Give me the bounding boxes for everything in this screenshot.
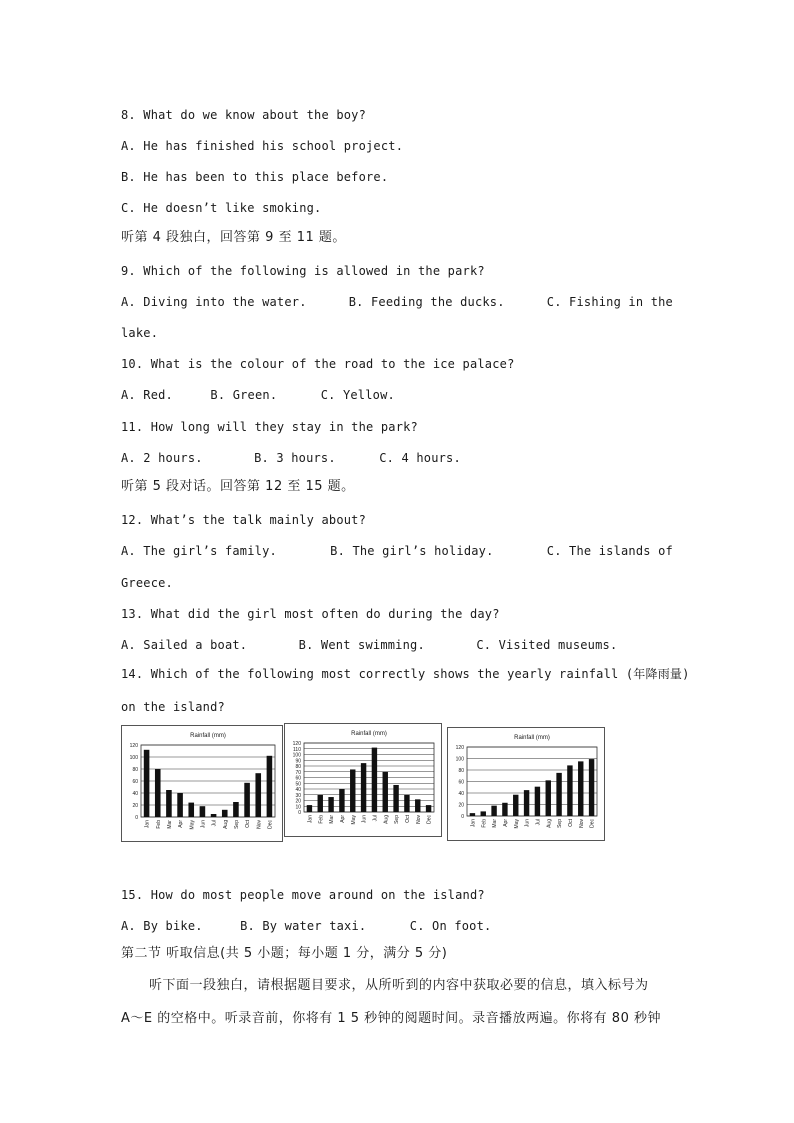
q15-question: 15. How do most people move around on the island? — [121, 888, 485, 902]
q13-option-a: A. Sailed a boat. — [121, 638, 248, 652]
y-tick-label: 80 — [295, 764, 301, 770]
x-tick-label: Jan — [307, 815, 314, 824]
x-tick-label: Apr — [178, 820, 185, 828]
q8-question: 8. What do we know about the boy? — [121, 108, 367, 122]
q13-option-b: B. Went swimming. — [298, 638, 425, 652]
x-tick-label: Feb — [481, 819, 488, 828]
x-tick-label: Aug — [222, 820, 229, 829]
q11-option-a: A. 2 hours. — [121, 451, 203, 465]
q14-question: 14. Which of the following most correctly shows the yearly rainfall (年降雨量) — [121, 667, 690, 681]
bar-nov — [578, 761, 583, 816]
bar-mar — [328, 797, 333, 812]
bar-apr — [177, 793, 183, 817]
q12-option-c-continued: Greece. — [121, 576, 173, 590]
section4-instruction: 听第 4 段独白，回答第 9 至 11 题。 — [121, 230, 346, 245]
bar-dec — [267, 756, 273, 817]
bar-aug — [546, 780, 551, 816]
bar-jul — [535, 787, 540, 816]
x-tick-label: Oct — [245, 820, 252, 828]
x-tick-label: Jun — [200, 820, 207, 829]
y-tick-label: 0 — [461, 814, 464, 820]
x-tick-label: Sep — [394, 815, 401, 824]
q10-options-row — [121, 387, 673, 403]
y-tick-label: 60 — [295, 775, 301, 782]
q15-option-c: C. On foot. — [409, 919, 492, 933]
bar-nov — [255, 773, 261, 817]
y-tick-label: 30 — [295, 792, 301, 799]
y-tick-label: 20 — [458, 802, 464, 809]
q10-question: 10. What is the colour of the road to the ice palace? — [121, 357, 515, 371]
q12-option-c: C. The islands of — [546, 544, 673, 558]
q8-option-c: C. He doesn’t like smoking. — [121, 201, 322, 215]
x-tick-label: Jul — [211, 820, 218, 827]
y-tick-label: 100 — [455, 756, 464, 763]
x-tick-label: Sep — [557, 819, 564, 828]
q14-question-continued: on the island? — [121, 700, 225, 714]
x-tick-label: Dec — [589, 819, 596, 828]
x-tick-label: Jan — [470, 819, 477, 828]
x-tick-label: Nov — [256, 820, 263, 829]
q12-option-a: A. The girl’s family. — [121, 544, 277, 558]
y-tick-label: 60 — [132, 779, 138, 785]
x-tick-label: Sep — [233, 820, 240, 829]
y-tick-label: 120 — [129, 743, 138, 749]
x-tick-label: Oct — [567, 819, 574, 827]
rainfall-chart-c[interactable] — [447, 727, 605, 841]
y-tick-label: 40 — [295, 787, 301, 793]
y-tick-label: 80 — [132, 767, 138, 773]
q10-option-b: B. Green. — [210, 388, 278, 402]
q9-question: 9. Which of the following is allowed in the park? — [121, 264, 485, 278]
q12-options-row — [121, 543, 673, 559]
bar-jun — [200, 806, 206, 817]
bar-mar — [491, 806, 496, 816]
bar-may — [350, 769, 355, 812]
rainfall-chart-a[interactable] — [121, 725, 283, 842]
bar-jul — [372, 748, 377, 812]
bar-feb — [481, 811, 486, 816]
x-tick-label: Oct — [404, 815, 411, 823]
bar-may — [513, 795, 518, 816]
bar-aug — [383, 772, 388, 812]
q9-option-c-continued: lake. — [121, 326, 159, 340]
q9-option-c: C. Fishing in the — [546, 295, 673, 309]
bar-mar — [166, 790, 172, 817]
x-tick-label: May — [350, 815, 357, 825]
rainfall-chart-b[interactable] — [284, 723, 442, 837]
bar-dec — [426, 805, 431, 812]
bar-oct — [567, 765, 572, 816]
chart-title: Rainfall (mm) — [514, 735, 550, 741]
section5-instruction: 听第 5 段对话。回答第 12 至 15 题。 — [121, 479, 355, 494]
bar-jan — [307, 805, 312, 812]
y-tick-label: 50 — [295, 781, 301, 788]
x-tick-label: Apr — [502, 819, 509, 827]
y-tick-label: 0 — [135, 815, 138, 821]
q9-option-a: A. Diving into the water. — [121, 295, 307, 309]
bar-jul — [211, 814, 217, 817]
x-tick-label: Nov — [578, 819, 585, 828]
x-tick-label: May — [513, 819, 520, 829]
section2-body-line1: 听下面一段独白，请根据题目要求，从所听到的内容中获取必要的信息，填入标号为 — [149, 978, 649, 993]
q11-question: 11. How long will they stay in the park? — [121, 420, 418, 434]
x-tick-label: May — [189, 820, 196, 830]
y-tick-label: 90 — [295, 758, 301, 765]
y-tick-label: 10 — [295, 804, 301, 811]
bar-sep — [233, 802, 239, 817]
q13-options-row — [121, 637, 673, 653]
y-tick-label: 20 — [132, 803, 138, 809]
rainfall-chart-a-svg — [121, 725, 283, 842]
bar-oct — [404, 795, 409, 812]
bar-jun — [361, 763, 366, 812]
bar-apr — [339, 789, 344, 812]
x-tick-label: Jul — [535, 819, 542, 826]
y-tick-label: 40 — [458, 791, 464, 797]
x-tick-label: Jul — [372, 815, 379, 822]
y-tick-label: 40 — [132, 791, 138, 797]
q10-option-a: A. Red. — [121, 388, 173, 402]
q8-option-a: A. He has finished his school project. — [121, 139, 404, 153]
x-tick-label: Mar — [329, 815, 336, 824]
bar-apr — [502, 803, 507, 816]
x-tick-label: Mar — [492, 819, 499, 828]
y-tick-label: 120 — [292, 741, 301, 747]
x-tick-label: Jan — [144, 820, 151, 829]
q9-option-b: B. Feeding the ducks. — [348, 295, 505, 309]
x-tick-label: Jun — [524, 819, 531, 828]
y-tick-label: 120 — [455, 745, 464, 751]
x-tick-label: Jun — [361, 815, 368, 824]
y-tick-label: 100 — [129, 755, 138, 761]
q9-options-row — [121, 294, 673, 310]
y-tick-label: 70 — [295, 769, 301, 776]
bar-aug — [222, 810, 228, 817]
x-tick-label: Apr — [339, 815, 346, 823]
y-tick-label: 110 — [293, 746, 301, 753]
y-tick-label: 100 — [292, 752, 301, 759]
rainfall-chart-c-svg — [447, 727, 605, 841]
q10-option-c: C. Yellow. — [320, 388, 395, 402]
x-tick-label: Feb — [318, 815, 325, 824]
chart-title: Rainfall (mm) — [351, 731, 387, 737]
y-tick-label: 60 — [458, 779, 464, 786]
bar-oct — [244, 783, 250, 817]
q12-question: 12. What’s the talk mainly about? — [121, 513, 367, 527]
bar-jan — [144, 750, 150, 817]
bar-feb — [155, 769, 161, 817]
y-tick-label: 80 — [458, 768, 464, 774]
x-tick-label: Aug — [383, 815, 390, 824]
bar-dec — [589, 759, 594, 816]
rainfall-chart-b-svg — [284, 723, 442, 837]
section2-body-line2: A～E 的空格中。听录音前，你将有 1 5 秒钟的阅题时间。录音播放两遍。你将有 80 秒钟 — [121, 1011, 661, 1026]
bar-jun — [524, 790, 529, 816]
bar-jan — [470, 813, 475, 816]
q11-option-c: C. 4 hours. — [379, 451, 461, 465]
bar-feb — [318, 795, 323, 812]
q13-question: 13. What did the girl most often do during the day? — [121, 607, 500, 621]
q11-options-row — [121, 450, 673, 466]
x-tick-label: Nov — [415, 815, 422, 824]
section2-heading: 第二节 听取信息(共 5 小题；每小题 1 分，满分 5 分) — [121, 946, 448, 961]
x-tick-label: Mar — [166, 820, 173, 829]
y-tick-label: 20 — [295, 798, 301, 805]
q11-option-b: B. 3 hours. — [254, 451, 336, 465]
q13-option-c: C. Visited museums. — [476, 638, 618, 652]
chart-title: Rainfall (mm) — [190, 733, 226, 739]
q15-option-b: B. By water taxi. — [240, 919, 367, 933]
q15-option-a: A. By bike. — [121, 919, 203, 933]
q12-option-b: B. The girl’s holiday. — [330, 544, 494, 558]
bar-may — [188, 803, 194, 817]
q15-options-row — [121, 918, 673, 934]
bar-nov — [415, 799, 420, 812]
x-tick-label: Dec — [267, 820, 274, 829]
q8-option-b: B. He has been to this place before. — [121, 170, 389, 184]
bar-sep — [393, 785, 398, 812]
x-tick-label: Feb — [155, 820, 162, 829]
bar-sep — [556, 773, 561, 816]
y-tick-label: 0 — [298, 810, 301, 816]
x-tick-label: Dec — [426, 815, 433, 824]
x-tick-label: Aug — [546, 819, 553, 828]
